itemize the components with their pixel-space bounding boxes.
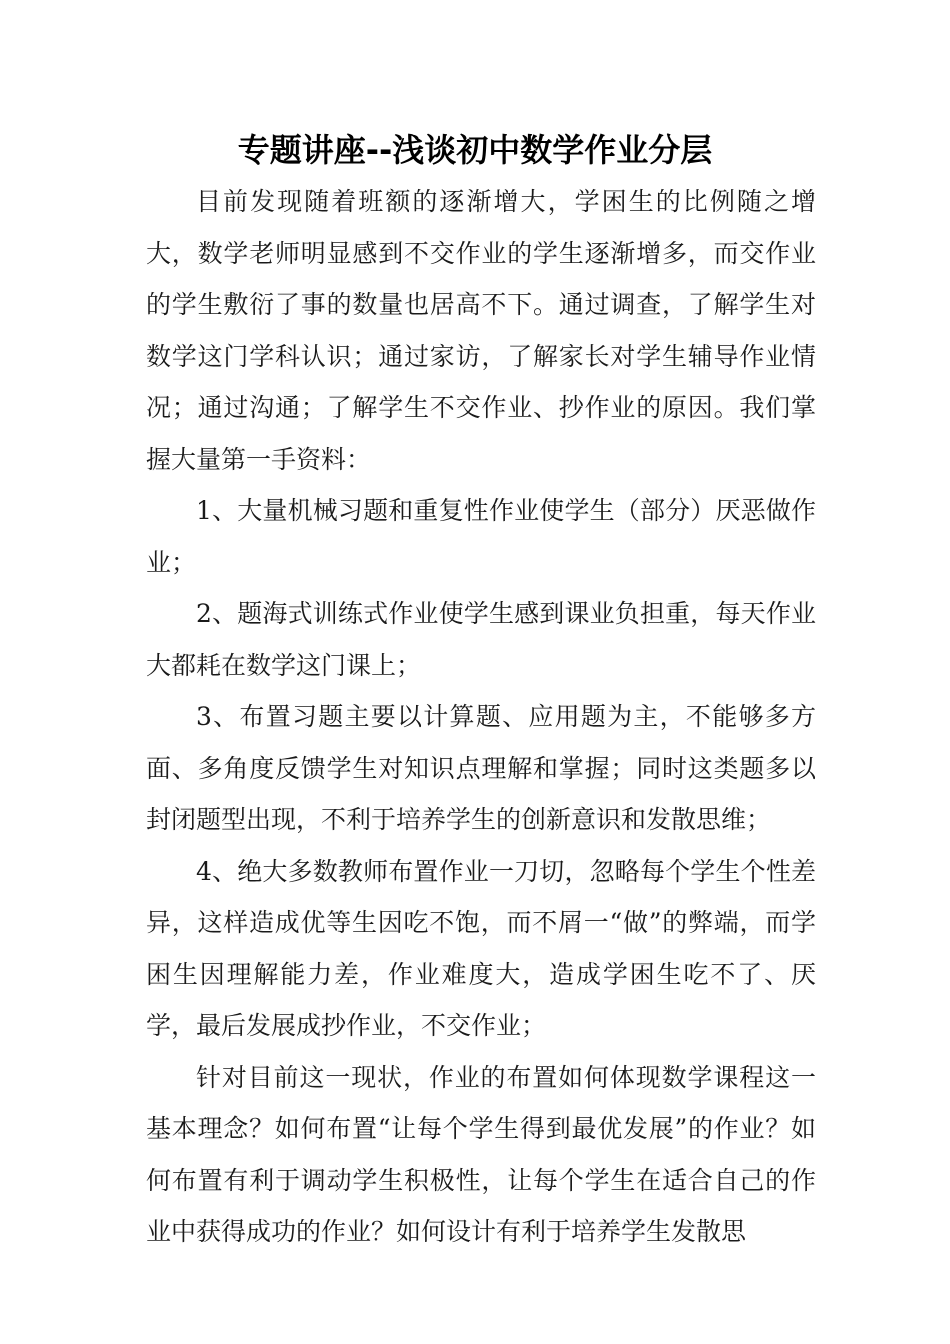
paragraph-item-4: 4、绝大多数教师布置作业一刀切，忽略每个学生个性差异，这样造成优等生因吃不饱，而不屑一“做”的弊端，而学困生因理解能力差，作业难度大，造成学困生吃不了、厌学，最后发展成抄作业，不交作业； xyxy=(146,856,816,1040)
paragraph-item-3: 3、布置习题主要以计算题、应用题为主，不能够多方面、多角度反馈学生对知识点理解和掌握；同时这类题多以封闭题型出现，不利于培养学生的创新意识和发散思维； xyxy=(146,702,816,834)
paragraph-conclusion: 针对目前这一现状，作业的布置如何体现数学课程这一基本理念？如何布置“让每个学生得到最优发展”的作业？如何布置有利于调动学生积极性，让每个学生在适合自己的作业中获得成功的作业？如何设计有利于培养学生发散思 xyxy=(146,1062,816,1246)
paragraph-intro: 目前发现随着班额的逐渐增大，学困生的比例随之增大，数学老师明显感到不交作业的学生逐渐增多，而交作业的学生敷衍了事的数量也居高不下。通过调查，了解学生对数学这门学科认识；通过家访，了解家长对学生辅导作业情况；通过沟通；了解学生不交作业、抄作业的原因。我们掌握大量第一手资料： xyxy=(146,187,816,474)
paragraph-item-2: 2、题海式训练式作业使学生感到课业负担重，每天作业大都耗在数学这门课上； xyxy=(146,599,816,680)
document-body xyxy=(146,176,816,1258)
paragraph-item-1: 1、大量机械习题和重复性作业使学生（部分）厌恶做作业； xyxy=(146,496,816,577)
document-title: 专题讲座--浅谈初中数学作业分层 xyxy=(237,131,713,169)
